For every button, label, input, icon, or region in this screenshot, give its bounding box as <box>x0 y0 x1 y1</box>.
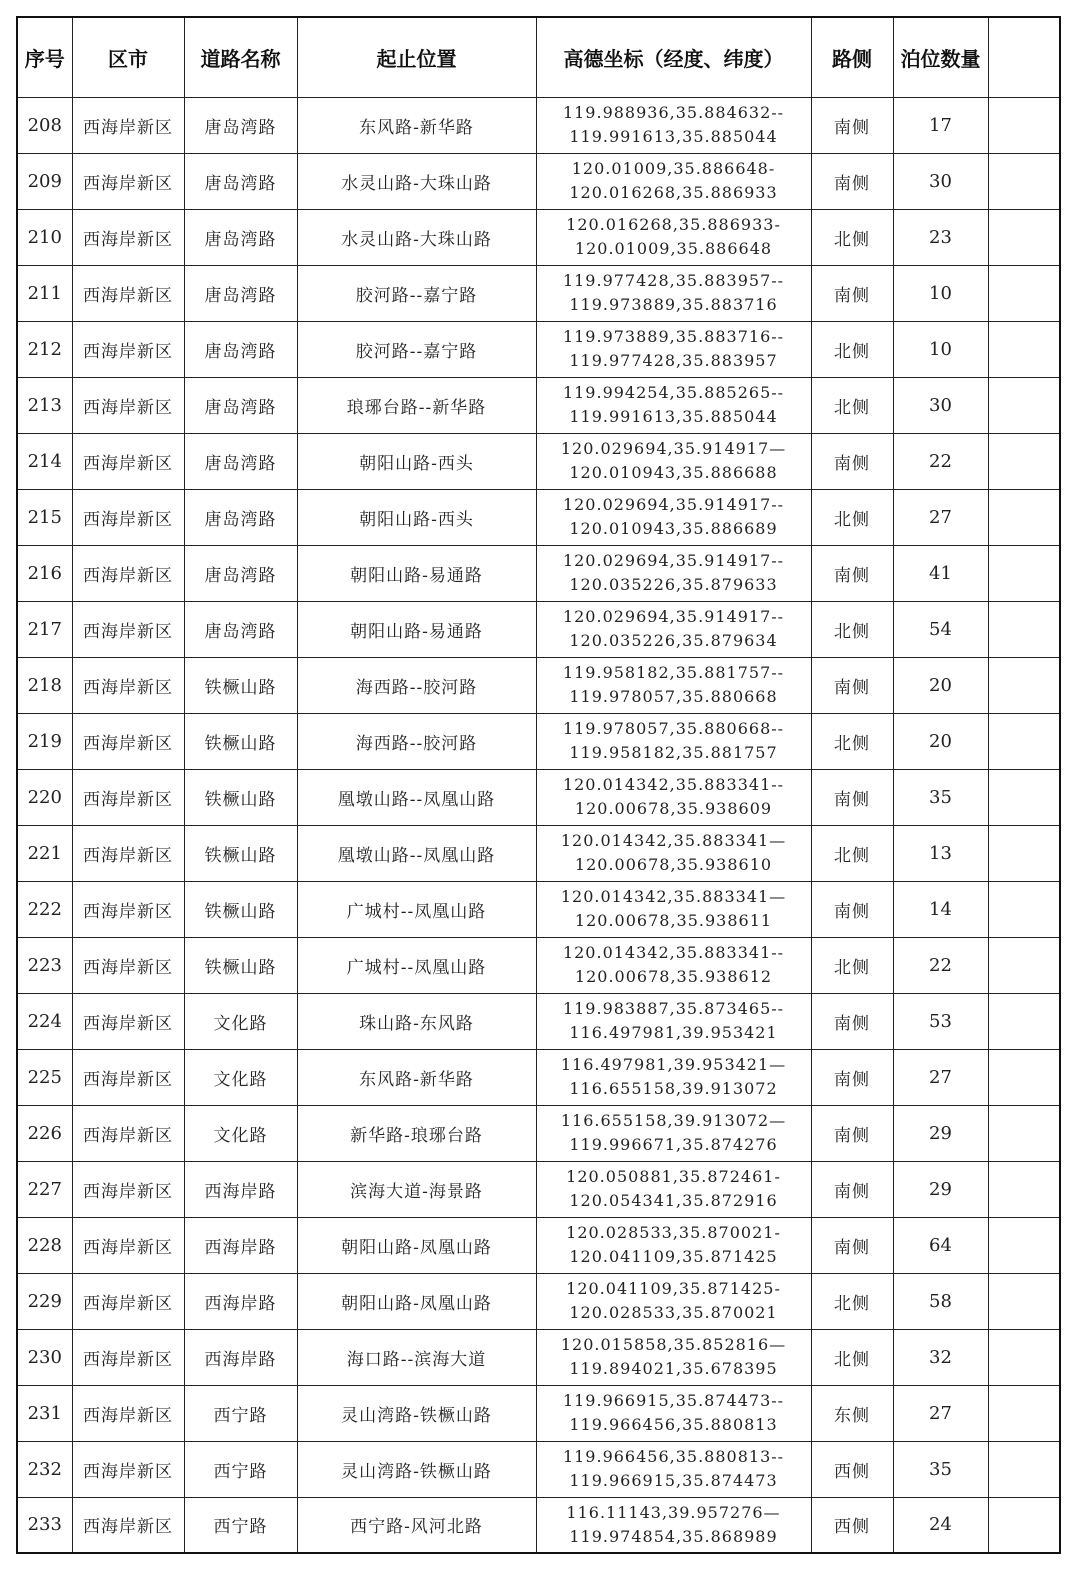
row-extra-cell <box>988 1049 1060 1105</box>
row-extra-cell <box>988 433 1060 489</box>
row-berth-count-cell: 64 <box>893 1217 988 1273</box>
row-district-cell: 西海岸新区 <box>72 209 184 265</box>
row-no-cell: 216 <box>17 545 72 601</box>
row-no-cell: 220 <box>17 769 72 825</box>
row-road-name-cell: 西海岸路 <box>184 1217 297 1273</box>
coord-end: 120.00678,35.938612 <box>574 967 773 986</box>
row-road-side-cell: 西侧 <box>811 1441 893 1497</box>
row-district-cell: 西海岸新区 <box>72 97 184 153</box>
row-district-cell: 西海岸新区 <box>72 489 184 545</box>
row-range-cell: 水灵山路-大珠山路 <box>297 153 536 209</box>
row-road-name-cell: 唐岛湾路 <box>184 321 297 377</box>
row-road-name-cell: 唐岛湾路 <box>184 433 297 489</box>
row-road-name-cell: 唐岛湾路 <box>184 489 297 545</box>
row-range-cell: 朝阳山路-易通路 <box>297 601 536 657</box>
row-extra-cell <box>988 825 1060 881</box>
row-berth-count-cell: 10 <box>893 265 988 321</box>
row-extra-cell <box>988 1329 1060 1385</box>
row-range-cell: 广城村--凤凰山路 <box>297 881 536 937</box>
row-berth-count-cell: 30 <box>893 377 988 433</box>
row-road-name-cell: 西海岸路 <box>184 1329 297 1385</box>
row-coordinates-cell <box>536 1497 811 1553</box>
row-extra-cell <box>988 209 1060 265</box>
table-row <box>17 1497 1060 1553</box>
header-no: 序号 <box>17 17 72 97</box>
header-coordinates: 高德坐标（经度、纬度） <box>536 17 811 97</box>
row-road-name-cell: 唐岛湾路 <box>184 601 297 657</box>
row-district-cell: 西海岸新区 <box>72 713 184 769</box>
coord-start: 116.497981,39.953421— <box>560 1055 787 1074</box>
row-extra-cell <box>988 1497 1060 1553</box>
row-road-name-cell: 唐岛湾路 <box>184 377 297 433</box>
coord-end: 119.991613,35.885044 <box>569 127 778 146</box>
row-district-cell: 西海岸新区 <box>72 881 184 937</box>
row-district-cell: 西海岸新区 <box>72 601 184 657</box>
row-extra-cell <box>988 1161 1060 1217</box>
row-no-cell: 233 <box>17 1497 72 1553</box>
row-range-cell: 灵山湾路-铁橛山路 <box>297 1385 536 1441</box>
table-row <box>17 1441 1060 1497</box>
table-row <box>17 713 1060 769</box>
row-road-side-cell: 北侧 <box>811 209 893 265</box>
row-extra-cell <box>988 993 1060 1049</box>
row-berth-count-cell: 24 <box>893 1497 988 1553</box>
row-district-cell: 西海岸新区 <box>72 657 184 713</box>
row-coordinates-cell <box>536 433 811 489</box>
row-district-cell: 西海岸新区 <box>72 1049 184 1105</box>
row-road-side-cell: 北侧 <box>811 377 893 433</box>
table-row <box>17 1105 1060 1161</box>
table-row <box>17 657 1060 713</box>
coord-end: 119.966456,35.880813 <box>569 1415 778 1434</box>
row-district-cell: 西海岸新区 <box>72 1385 184 1441</box>
row-road-name-cell: 铁橛山路 <box>184 769 297 825</box>
row-road-side-cell: 北侧 <box>811 601 893 657</box>
row-range-cell: 水灵山路-大珠山路 <box>297 209 536 265</box>
row-road-side-cell: 南侧 <box>811 881 893 937</box>
row-extra-cell <box>988 937 1060 993</box>
row-road-name-cell: 西宁路 <box>184 1385 297 1441</box>
row-extra-cell <box>988 545 1060 601</box>
row-road-name-cell: 铁橛山路 <box>184 713 297 769</box>
row-no-cell: 217 <box>17 601 72 657</box>
coord-start: 120.014342,35.883341-- <box>562 775 785 794</box>
row-no-cell: 209 <box>17 153 72 209</box>
row-berth-count-cell: 35 <box>893 769 988 825</box>
table-row <box>17 265 1060 321</box>
row-coordinates-cell <box>536 321 811 377</box>
row-road-name-cell: 唐岛湾路 <box>184 209 297 265</box>
table-row <box>17 601 1060 657</box>
row-range-cell: 胶河路--嘉宁路 <box>297 265 536 321</box>
row-extra-cell <box>988 489 1060 545</box>
row-extra-cell <box>988 1441 1060 1497</box>
row-berth-count-cell: 14 <box>893 881 988 937</box>
row-coordinates-cell <box>536 937 811 993</box>
row-road-name-cell: 铁橛山路 <box>184 657 297 713</box>
row-road-side-cell: 北侧 <box>811 1329 893 1385</box>
row-district-cell: 西海岸新区 <box>72 1497 184 1553</box>
row-road-side-cell: 南侧 <box>811 993 893 1049</box>
coord-end: 119.991613,35.885044 <box>569 407 778 426</box>
coord-end: 116.497981,39.953421 <box>569 1023 778 1042</box>
row-berth-count-cell: 29 <box>893 1105 988 1161</box>
header-berth-count: 泊位数量 <box>893 17 988 97</box>
row-berth-count-cell: 35 <box>893 1441 988 1497</box>
row-coordinates-cell <box>536 377 811 433</box>
coord-start: 119.977428,35.883957-- <box>562 271 785 290</box>
row-berth-count-cell: 17 <box>893 97 988 153</box>
row-road-name-cell: 铁橛山路 <box>184 937 297 993</box>
row-no-cell: 226 <box>17 1105 72 1161</box>
row-range-cell: 珠山路-东风路 <box>297 993 536 1049</box>
row-no-cell: 223 <box>17 937 72 993</box>
row-extra-cell <box>988 601 1060 657</box>
coord-end: 120.041109,35.871425 <box>569 1247 778 1266</box>
row-berth-count-cell: 27 <box>893 1049 988 1105</box>
row-berth-count-cell: 58 <box>893 1273 988 1329</box>
coord-start: 120.041109,35.871425- <box>566 1279 781 1298</box>
row-range-cell: 朝阳山路-凤凰山路 <box>297 1217 536 1273</box>
table-row <box>17 489 1060 545</box>
row-road-name-cell: 铁橛山路 <box>184 825 297 881</box>
row-extra-cell <box>988 153 1060 209</box>
header-road-side: 路侧 <box>811 17 893 97</box>
row-district-cell: 西海岸新区 <box>72 377 184 433</box>
row-range-cell: 胶河路--嘉宁路 <box>297 321 536 377</box>
coord-end: 119.973889,35.883716 <box>569 295 778 314</box>
table-header-row <box>17 17 1060 97</box>
table-row <box>17 937 1060 993</box>
coord-start: 120.029694,35.914917-- <box>562 495 785 514</box>
row-range-cell: 朝阳山路-西头 <box>297 433 536 489</box>
row-coordinates-cell <box>536 265 811 321</box>
row-no-cell: 212 <box>17 321 72 377</box>
coord-start: 120.014342,35.883341— <box>560 831 787 850</box>
row-extra-cell <box>988 377 1060 433</box>
coord-start: 120.016268,35.886933- <box>566 215 781 234</box>
header-range: 起止位置 <box>297 17 536 97</box>
table-row <box>17 881 1060 937</box>
row-range-cell: 朝阳山路-西头 <box>297 489 536 545</box>
row-road-name-cell: 文化路 <box>184 993 297 1049</box>
table-row <box>17 1161 1060 1217</box>
row-extra-cell <box>988 265 1060 321</box>
row-no-cell: 213 <box>17 377 72 433</box>
row-road-side-cell: 南侧 <box>811 97 893 153</box>
coord-end: 116.655158,39.913072 <box>569 1079 778 1098</box>
row-coordinates-cell <box>536 209 811 265</box>
row-berth-count-cell: 54 <box>893 601 988 657</box>
row-district-cell: 西海岸新区 <box>72 321 184 377</box>
row-road-name-cell: 唐岛湾路 <box>184 153 297 209</box>
coord-start: 120.050881,35.872461- <box>566 1167 781 1186</box>
row-district-cell: 西海岸新区 <box>72 433 184 489</box>
table-row <box>17 825 1060 881</box>
row-coordinates-cell <box>536 657 811 713</box>
row-range-cell: 东风路-新华路 <box>297 1049 536 1105</box>
coord-end: 119.974854,35.868989 <box>569 1526 778 1546</box>
row-road-side-cell: 西侧 <box>811 1497 893 1553</box>
coord-start: 120.029694,35.914917— <box>560 439 787 458</box>
coord-start: 119.978057,35.880668-- <box>562 719 785 738</box>
coord-start: 120.014342,35.883341-- <box>562 943 785 962</box>
row-coordinates-cell <box>536 1049 811 1105</box>
row-range-cell: 灵山湾路-铁橛山路 <box>297 1441 536 1497</box>
coord-end: 120.010943,35.886689 <box>569 519 778 538</box>
row-no-cell: 228 <box>17 1217 72 1273</box>
table-row <box>17 1385 1060 1441</box>
coord-start: 119.966456,35.880813-- <box>562 1447 785 1466</box>
table-row <box>17 545 1060 601</box>
row-no-cell: 214 <box>17 433 72 489</box>
coord-end: 120.035226,35.879633 <box>569 575 778 594</box>
row-road-side-cell: 东侧 <box>811 1385 893 1441</box>
row-coordinates-cell <box>536 769 811 825</box>
row-road-side-cell: 南侧 <box>811 769 893 825</box>
coord-start: 119.988936,35.884632-- <box>562 103 785 122</box>
parking-table-page <box>16 16 1059 1554</box>
row-road-side-cell: 南侧 <box>811 1105 893 1161</box>
coord-start: 119.983887,35.873465-- <box>562 999 785 1018</box>
table-row <box>17 97 1060 153</box>
coord-start: 119.994254,35.885265-- <box>562 383 785 402</box>
row-no-cell: 232 <box>17 1441 72 1497</box>
table-row <box>17 433 1060 489</box>
row-coordinates-cell <box>536 1273 811 1329</box>
coord-end: 120.00678,35.938611 <box>574 911 773 930</box>
row-no-cell: 211 <box>17 265 72 321</box>
row-road-side-cell: 南侧 <box>811 657 893 713</box>
coord-end: 119.977428,35.883957 <box>569 351 778 370</box>
row-road-name-cell: 唐岛湾路 <box>184 545 297 601</box>
row-no-cell: 222 <box>17 881 72 937</box>
row-berth-count-cell: 20 <box>893 713 988 769</box>
coord-start: 119.958182,35.881757-- <box>562 663 785 682</box>
row-berth-count-cell: 20 <box>893 657 988 713</box>
table-row <box>17 993 1060 1049</box>
row-road-name-cell: 文化路 <box>184 1105 297 1161</box>
row-road-name-cell: 唐岛湾路 <box>184 265 297 321</box>
row-no-cell: 230 <box>17 1329 72 1385</box>
row-coordinates-cell <box>536 1441 811 1497</box>
row-extra-cell <box>988 1385 1060 1441</box>
table-row <box>17 1049 1060 1105</box>
coord-start: 116.11143,39.957276— <box>566 1502 781 1522</box>
row-road-side-cell: 南侧 <box>811 1161 893 1217</box>
parking-berth-table <box>16 16 1061 1554</box>
row-district-cell: 西海岸新区 <box>72 153 184 209</box>
row-road-side-cell: 南侧 <box>811 265 893 321</box>
row-berth-count-cell: 22 <box>893 937 988 993</box>
coord-end: 119.996671,35.874276 <box>569 1135 778 1154</box>
row-extra-cell <box>988 1273 1060 1329</box>
row-no-cell: 224 <box>17 993 72 1049</box>
row-district-cell: 西海岸新区 <box>72 1273 184 1329</box>
row-road-name-cell: 西宁路 <box>184 1497 297 1553</box>
row-berth-count-cell: 27 <box>893 1385 988 1441</box>
row-district-cell: 西海岸新区 <box>72 993 184 1049</box>
row-road-side-cell: 南侧 <box>811 545 893 601</box>
row-berth-count-cell: 22 <box>893 433 988 489</box>
row-no-cell: 231 <box>17 1385 72 1441</box>
coord-start: 119.973889,35.883716-- <box>562 327 785 346</box>
row-coordinates-cell <box>536 489 811 545</box>
coord-start: 120.01009,35.886648- <box>571 159 776 178</box>
header-road-name: 道路名称 <box>184 17 297 97</box>
coord-start: 120.029694,35.914917-- <box>562 607 785 626</box>
row-coordinates-cell <box>536 713 811 769</box>
row-road-side-cell: 北侧 <box>811 1273 893 1329</box>
row-extra-cell <box>988 97 1060 153</box>
row-coordinates-cell <box>536 153 811 209</box>
row-district-cell: 西海岸新区 <box>72 825 184 881</box>
row-coordinates-cell <box>536 1161 811 1217</box>
coord-start: 120.029694,35.914917-- <box>562 551 785 570</box>
row-extra-cell <box>988 321 1060 377</box>
coord-end: 120.028533,35.870021 <box>569 1303 778 1322</box>
row-berth-count-cell: 23 <box>893 209 988 265</box>
table-row <box>17 1273 1060 1329</box>
coord-end: 120.035226,35.879634 <box>569 631 778 650</box>
row-berth-count-cell: 53 <box>893 993 988 1049</box>
coord-end: 120.054341,35.872916 <box>569 1191 778 1210</box>
row-extra-cell <box>988 1217 1060 1273</box>
coord-end: 120.00678,35.938610 <box>574 855 773 874</box>
row-district-cell: 西海岸新区 <box>72 1329 184 1385</box>
row-range-cell: 东风路-新华路 <box>297 97 536 153</box>
table-row <box>17 769 1060 825</box>
row-no-cell: 210 <box>17 209 72 265</box>
table-row <box>17 1217 1060 1273</box>
row-road-name-cell: 西海岸路 <box>184 1161 297 1217</box>
row-range-cell: 滨海大道-海景路 <box>297 1161 536 1217</box>
table-row <box>17 321 1060 377</box>
row-berth-count-cell: 27 <box>893 489 988 545</box>
row-district-cell: 西海岸新区 <box>72 545 184 601</box>
row-berth-count-cell: 32 <box>893 1329 988 1385</box>
row-coordinates-cell <box>536 97 811 153</box>
row-extra-cell <box>988 769 1060 825</box>
coord-start: 120.014342,35.883341— <box>560 887 787 906</box>
row-no-cell: 218 <box>17 657 72 713</box>
coord-end: 119.894021,35.678395 <box>569 1359 778 1378</box>
row-range-cell: 朝阳山路-易通路 <box>297 545 536 601</box>
coord-end: 119.958182,35.881757 <box>569 743 778 762</box>
row-no-cell: 221 <box>17 825 72 881</box>
row-no-cell: 208 <box>17 97 72 153</box>
row-road-side-cell: 北侧 <box>811 321 893 377</box>
row-district-cell: 西海岸新区 <box>72 1217 184 1273</box>
row-road-side-cell: 北侧 <box>811 713 893 769</box>
coord-end: 120.01009,35.886648 <box>574 239 773 258</box>
row-range-cell: 凰墩山路--凤凰山路 <box>297 825 536 881</box>
row-coordinates-cell <box>536 825 811 881</box>
row-berth-count-cell: 30 <box>893 153 988 209</box>
row-road-name-cell: 铁橛山路 <box>184 881 297 937</box>
row-coordinates-cell <box>536 1105 811 1161</box>
row-coordinates-cell <box>536 1217 811 1273</box>
coord-start: 120.015858,35.852816— <box>560 1335 787 1354</box>
row-berth-count-cell: 41 <box>893 545 988 601</box>
coord-end: 120.016268,35.886933 <box>569 183 778 202</box>
row-road-name-cell: 西宁路 <box>184 1441 297 1497</box>
row-berth-count-cell: 10 <box>893 321 988 377</box>
row-coordinates-cell <box>536 1329 811 1385</box>
row-road-side-cell: 南侧 <box>811 1217 893 1273</box>
row-range-cell: 新华路-琅琊台路 <box>297 1105 536 1161</box>
row-road-side-cell: 南侧 <box>811 153 893 209</box>
coord-end: 119.966915,35.874473 <box>569 1471 778 1490</box>
row-range-cell: 海口路--滨海大道 <box>297 1329 536 1385</box>
coord-end: 119.978057,35.880668 <box>569 687 778 706</box>
row-road-name-cell: 文化路 <box>184 1049 297 1105</box>
row-district-cell: 西海岸新区 <box>72 1441 184 1497</box>
row-range-cell: 海西路--胶河路 <box>297 713 536 769</box>
row-no-cell: 227 <box>17 1161 72 1217</box>
row-range-cell: 朝阳山路-凤凰山路 <box>297 1273 536 1329</box>
row-coordinates-cell <box>536 601 811 657</box>
row-range-cell: 凰墩山路--凤凰山路 <box>297 769 536 825</box>
row-road-side-cell: 北侧 <box>811 937 893 993</box>
row-no-cell: 229 <box>17 1273 72 1329</box>
row-extra-cell <box>988 881 1060 937</box>
coord-start: 119.966915,35.874473-- <box>562 1391 785 1410</box>
row-range-cell: 西宁路-风河北路 <box>297 1497 536 1553</box>
row-road-side-cell: 北侧 <box>811 489 893 545</box>
header-district: 区市 <box>72 17 184 97</box>
coord-start: 116.655158,39.913072— <box>560 1111 787 1130</box>
row-road-name-cell: 西海岸路 <box>184 1273 297 1329</box>
row-district-cell: 西海岸新区 <box>72 769 184 825</box>
coord-end: 120.00678,35.938609 <box>574 799 773 818</box>
row-road-side-cell: 南侧 <box>811 1049 893 1105</box>
table-row <box>17 1329 1060 1385</box>
row-range-cell: 广城村--凤凰山路 <box>297 937 536 993</box>
coord-start: 120.028533,35.870021- <box>566 1223 781 1242</box>
row-coordinates-cell <box>536 993 811 1049</box>
header-extra <box>988 17 1060 97</box>
row-no-cell: 215 <box>17 489 72 545</box>
table-row <box>17 209 1060 265</box>
row-district-cell: 西海岸新区 <box>72 1105 184 1161</box>
row-berth-count-cell: 13 <box>893 825 988 881</box>
row-coordinates-cell <box>536 1385 811 1441</box>
row-extra-cell <box>988 713 1060 769</box>
row-range-cell: 海西路--胶河路 <box>297 657 536 713</box>
row-coordinates-cell <box>536 881 811 937</box>
table-row <box>17 153 1060 209</box>
row-extra-cell <box>988 657 1060 713</box>
row-extra-cell <box>988 1105 1060 1161</box>
row-road-side-cell: 南侧 <box>811 433 893 489</box>
row-road-name-cell: 唐岛湾路 <box>184 97 297 153</box>
row-coordinates-cell <box>536 545 811 601</box>
row-road-side-cell: 北侧 <box>811 825 893 881</box>
row-district-cell: 西海岸新区 <box>72 937 184 993</box>
row-berth-count-cell: 29 <box>893 1161 988 1217</box>
coord-end: 120.010943,35.886688 <box>569 463 778 482</box>
row-district-cell: 西海岸新区 <box>72 265 184 321</box>
row-range-cell: 琅琊台路--新华路 <box>297 377 536 433</box>
table-row <box>17 377 1060 433</box>
row-no-cell: 225 <box>17 1049 72 1105</box>
row-district-cell: 西海岸新区 <box>72 1161 184 1217</box>
row-no-cell: 219 <box>17 713 72 769</box>
